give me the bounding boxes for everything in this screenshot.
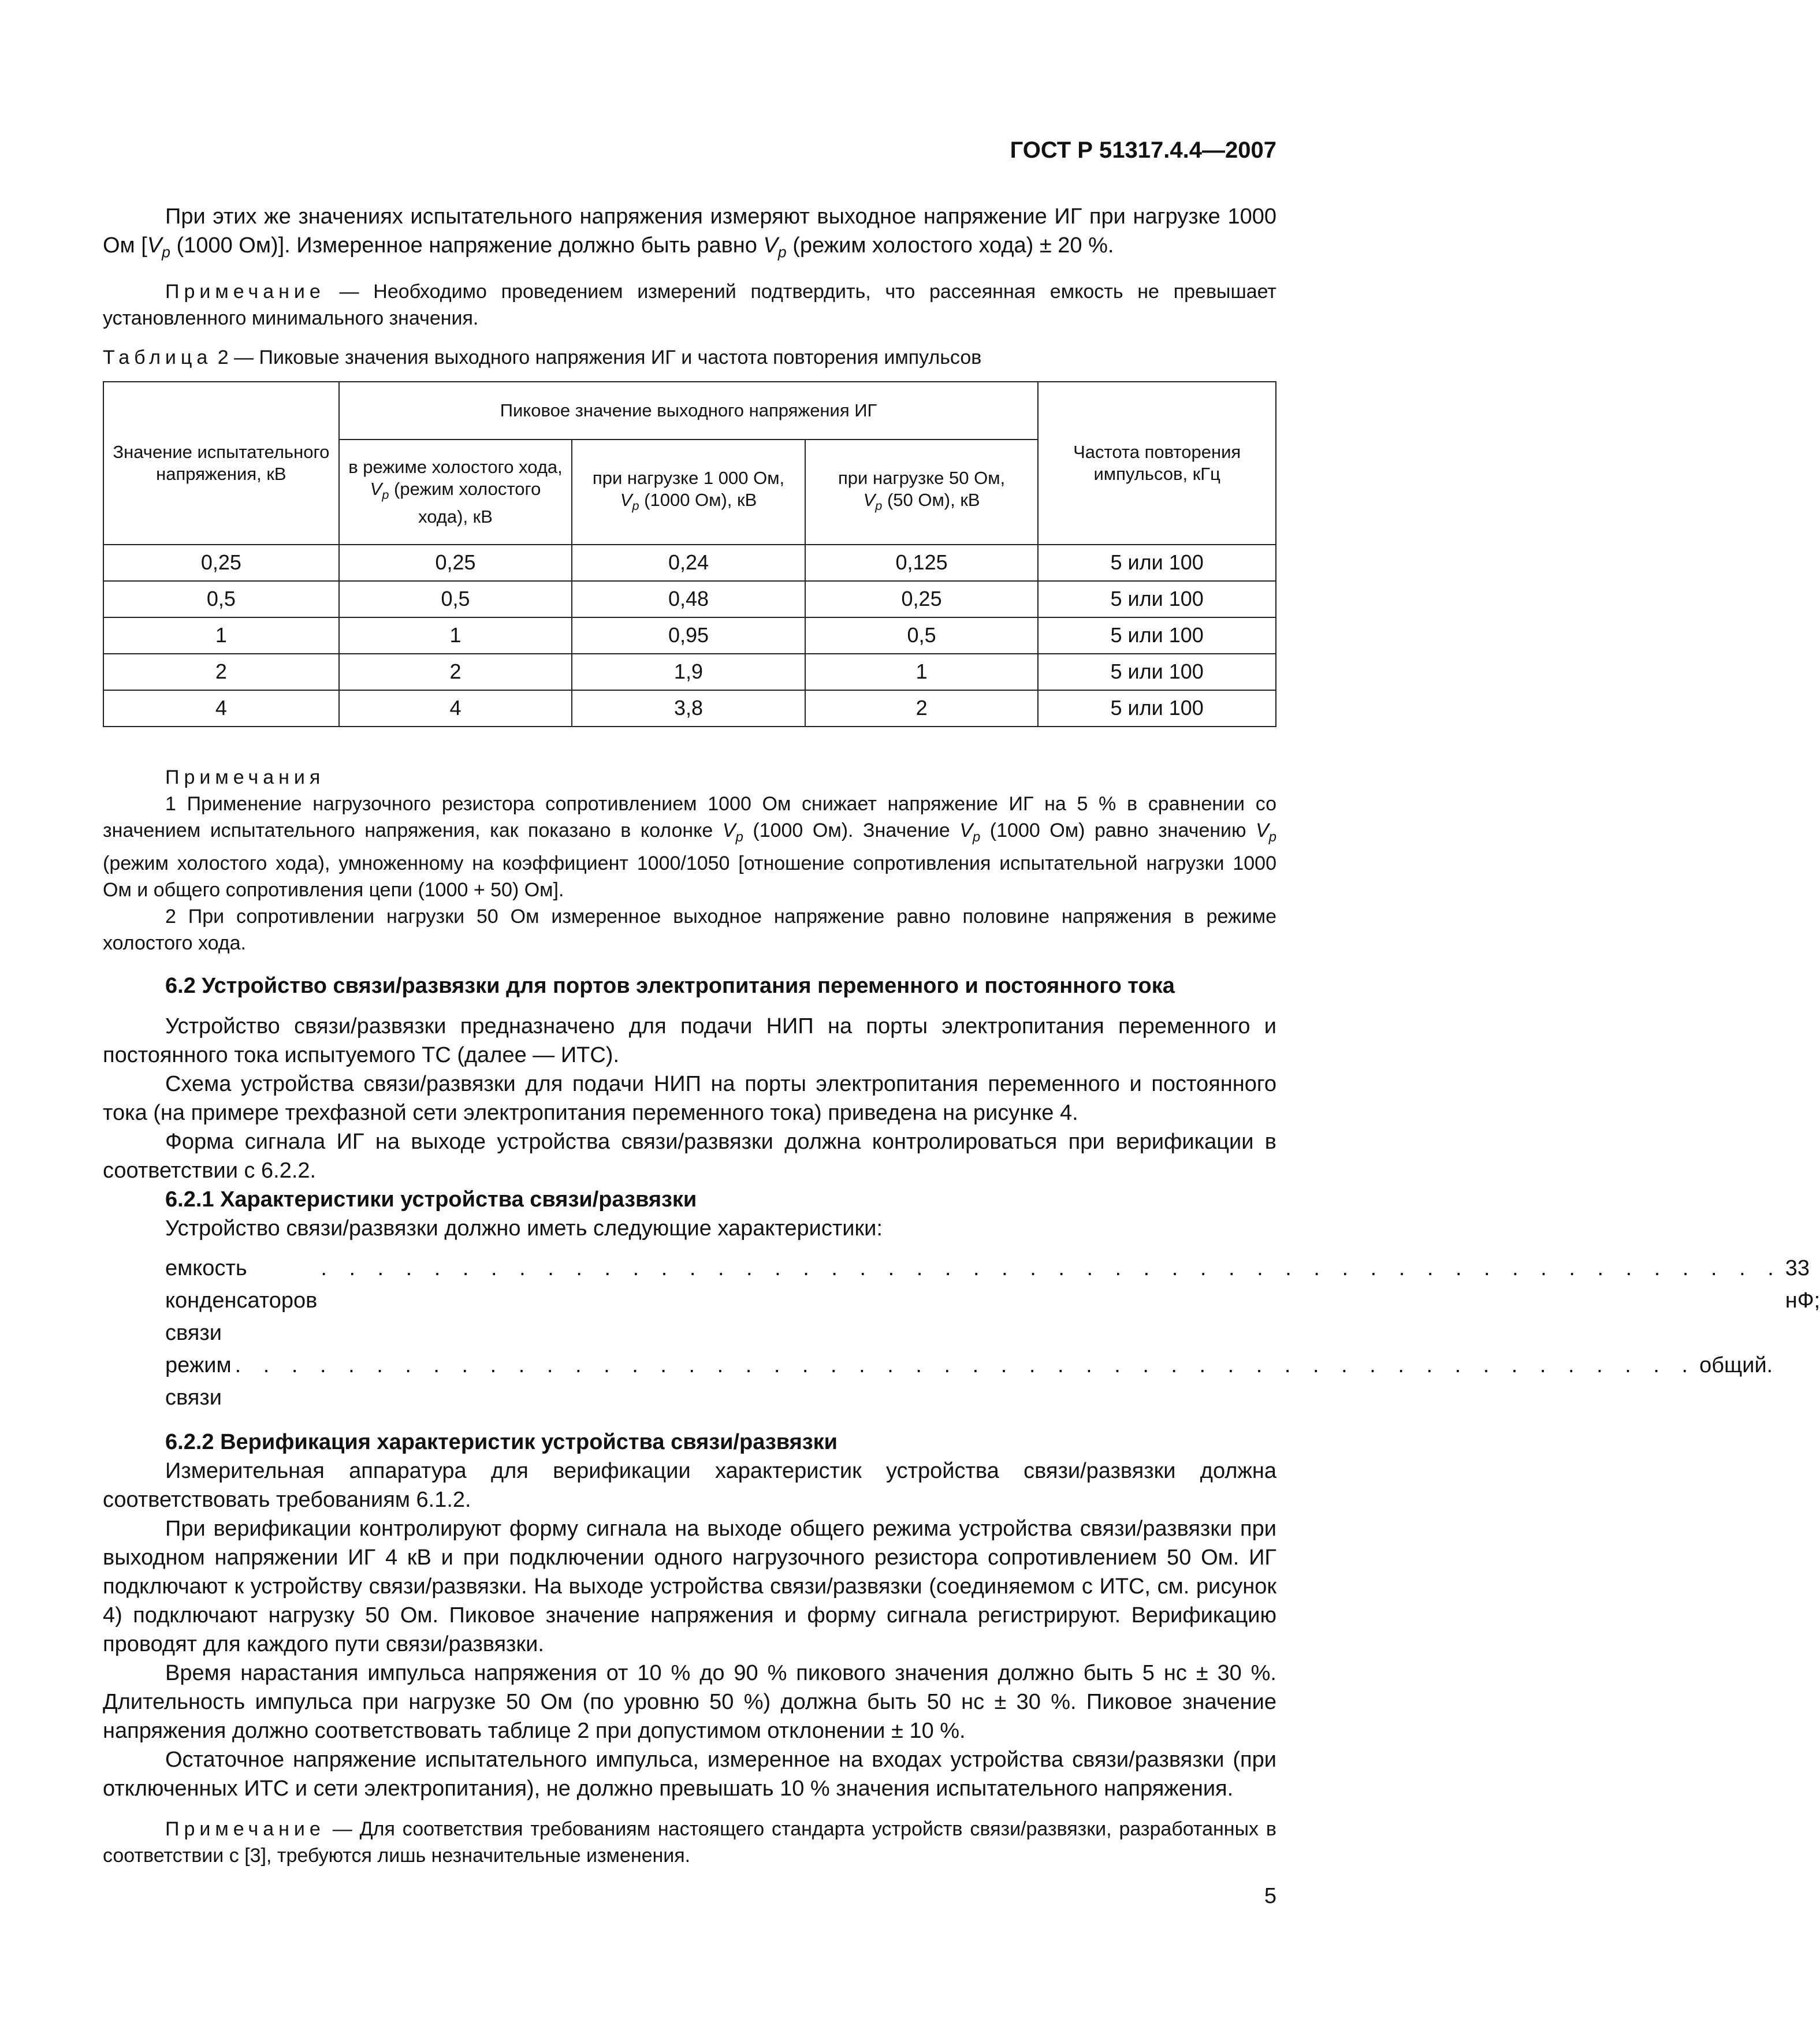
col-header-test-voltage: Значение испытательного напряжения, кВ	[103, 382, 339, 545]
paragraph-6-2-2-4: Остаточное напряжение испытательного импульса, измеренное на входах устройства связи/развязки (при отключенных ИТС и сети электропитания), не должно превышать 10 % значения испытательного напряжения.	[103, 1748, 1276, 1801]
table-cell: 2	[339, 654, 572, 690]
paragraph-6-2-2-1: Измерительная аппаратура для верификации характеристик устройства связи/развязки должна соответствовать требованиям 6.1.2.	[103, 1459, 1276, 1513]
table-cell: 0,24	[572, 545, 805, 581]
notes-label: Примечания	[165, 766, 325, 788]
group-header-peak-voltage: Пиковое значение выходного напряжения ИГ	[339, 382, 1039, 440]
paragraph-characteristics-intro: Устройство связи/развязки должно иметь следующие характеристики:	[165, 1216, 883, 1241]
section-heading-6-2-1: 6.2.1 Характеристики устройства связи/развязки	[165, 1187, 697, 1212]
note-stray-capacitance: Примечание — Необходимо проведением измерений подтвердить, что рассеянная емкость не превышает установленного минимального значения.	[103, 280, 1276, 329]
paragraph-6-2-3: Форма сигнала ИГ на выходе устройства связи/развязки должна контролироваться при верификации в соответствии с 6.2.2.	[103, 1130, 1276, 1183]
table-cell: 5 или 100	[1038, 545, 1276, 581]
col-header-1000-ohm: при нагрузке 1 000 Ом, $V_p$ (1000 Ом), кВ	[572, 440, 805, 545]
table-cell: 3,8	[572, 690, 805, 727]
table-cell: 0,5	[339, 581, 572, 617]
paragraph-6-2-2-2: При верификации контролируют форму сигнала на выходе общего режима устройства связи/развязки при выходном напряжении ИГ 4 кВ и при подключении одного нагрузочного резистора сопротивлением 50 Ом. ИГ подключают к устройству связи/развязки. На выходе устройства связи/развязки (соединяемом с ИТС, см. рисунок 4) подключают нагрузку 50 Ом. Пиковое значение напряжения и форму сигнала регистрируют. Верификацию проводят для каждого пути связи/развязки.	[103, 1517, 1276, 1657]
note-item-1: 1 Применение нагрузочного резистора сопротивлением 1000 Ом снижает напряжение ИГ на 5 % в сравнении со значением испытательного напряжения, как показано в колонке $V_p$ (1000 Ом). Значение $V_p$ (1000 Ом) равно значению $V_p$ (режим холостого хода), умноженному на коэффициент 1000/1050 [отношение сопротивления испытательной нагрузки 1000 Ом и общего сопротивления цепи (1000 + 50) Ом].	[103, 792, 1276, 902]
paragraph-6-2-2-3: Время нарастания импульса напряжения от 10 % до 90 % пикового значения должно быть 5 нс ± 30 %. Длительность импульса при нагрузке 50 Ом (по уровню 50 %) должна быть 50 нс ± 30 %. Пиковое значение напряжения должно соответствовать таблице 2 при допустимом отклонении ± 10 %.	[103, 1661, 1276, 1744]
table-row	[103, 581, 1276, 617]
voltage-table	[103, 381, 1276, 727]
leader-dots: . . . . . . . . . . . . . . . . . . . . . . . . . . . . . . . . . . . . . . . . . . . . . . . . . . . .	[235, 1353, 1696, 1378]
table-row	[103, 690, 1276, 727]
document-code: ГОСТ Р 51317.4.4—2007	[1010, 137, 1276, 163]
spec-row-coupling-mode	[103, 1349, 1773, 1414]
table-cell: 0,5	[805, 617, 1039, 654]
spec-name: емкость конденсаторов связи	[165, 1256, 318, 1346]
col-header-50-ohm: при нагрузке 50 Ом, $V_p$ (50 Ом), кВ	[805, 440, 1039, 545]
page-content	[103, 202, 1820, 1869]
table-cell: 5 или 100	[1038, 617, 1276, 654]
table-cell: 4	[103, 690, 339, 727]
page-number: 5	[1264, 1884, 1276, 1908]
note-design-changes: Примечание — Для соответствия требованиям настоящего стандарта устройств связи/развязки, разработанных в соответствии с [3], требуются лишь незначительные изменения.	[103, 1818, 1276, 1867]
table-cell: 0,5	[103, 581, 339, 617]
paragraph-6-2-2: Схема устройства связи/развязки для подачи НИП на порты электропитания переменного и постоянного тока (на примере трехфазной сети электропитания переменного тока) приведена на рисунке 4.	[103, 1072, 1276, 1126]
table-cell: 1	[805, 654, 1039, 690]
table-row	[103, 617, 1276, 654]
table-cell: 0,125	[805, 545, 1039, 581]
table-cell: 5 или 100	[1038, 581, 1276, 617]
note-item-2: 2 При сопротивлении нагрузки 50 Ом измеренное выходное напряжение равно половине напряжения в режиме холостого хода.	[103, 906, 1276, 955]
table-cell: 4	[339, 690, 572, 727]
table-caption: Таблица 2 — Пиковые значения выходного напряжения ИГ и частота повторения импульсов	[103, 346, 982, 368]
section-heading-6-2: 6.2 Устройство связи/развязки для портов электропитания переменного и постоянного тока	[165, 974, 1175, 999]
table-cell: 1	[103, 617, 339, 654]
section-heading-6-2-2: 6.2.2 Верификация характеристик устройства связи/развязки	[165, 1430, 838, 1455]
table-cell: 2	[805, 690, 1039, 727]
table-cell: 0,95	[572, 617, 805, 654]
spec-name: режим связи	[165, 1353, 232, 1410]
table-cell: 1	[339, 617, 572, 654]
table-cell: 5 или 100	[1038, 654, 1276, 690]
table-row	[103, 545, 1276, 581]
paragraph-load-voltage: При этих же значениях испытательного напряжения измеряют выходное напряжение ИГ при нагрузке 1000 Ом [$V_p$ (1000 Ом)]. Измеренное напряжение должно быть равно $V_p$ (режим холостого хода) ± 20 %.	[103, 204, 1276, 261]
leader-dots: . . . . . . . . . . . . . . . . . . . . . . . . . . . . . . . . . . . . . . . . . . . . . . . . . . . .	[321, 1256, 1782, 1281]
spec-value: 33 нФ;	[1785, 1256, 1820, 1313]
table-cell: 5 или 100	[1038, 690, 1276, 727]
table-cell: 0,25	[339, 545, 572, 581]
spec-value: общий.	[1699, 1353, 1773, 1378]
paragraph-6-2-1: Устройство связи/развязки предназначено для подачи НИП на порты электропитания переменного и постоянного тока испытуемого ТС (далее — ИТС).	[103, 1014, 1276, 1068]
spec-row-capacitance	[103, 1252, 1820, 1349]
spec-list	[103, 1252, 1820, 1414]
col-header-repetition-rate: Частота повторения импульсов, кГц	[1038, 382, 1276, 545]
col-header-open-circuit: в режиме холостого хода, $V_p$ (режим холостого хода), кВ	[339, 440, 572, 545]
table-cell: 0,25	[805, 581, 1039, 617]
table-cell: 2	[103, 654, 339, 690]
table-cell: 0,48	[572, 581, 805, 617]
table-cell: 0,25	[103, 545, 339, 581]
table-row	[103, 654, 1276, 690]
table-cell: 1,9	[572, 654, 805, 690]
